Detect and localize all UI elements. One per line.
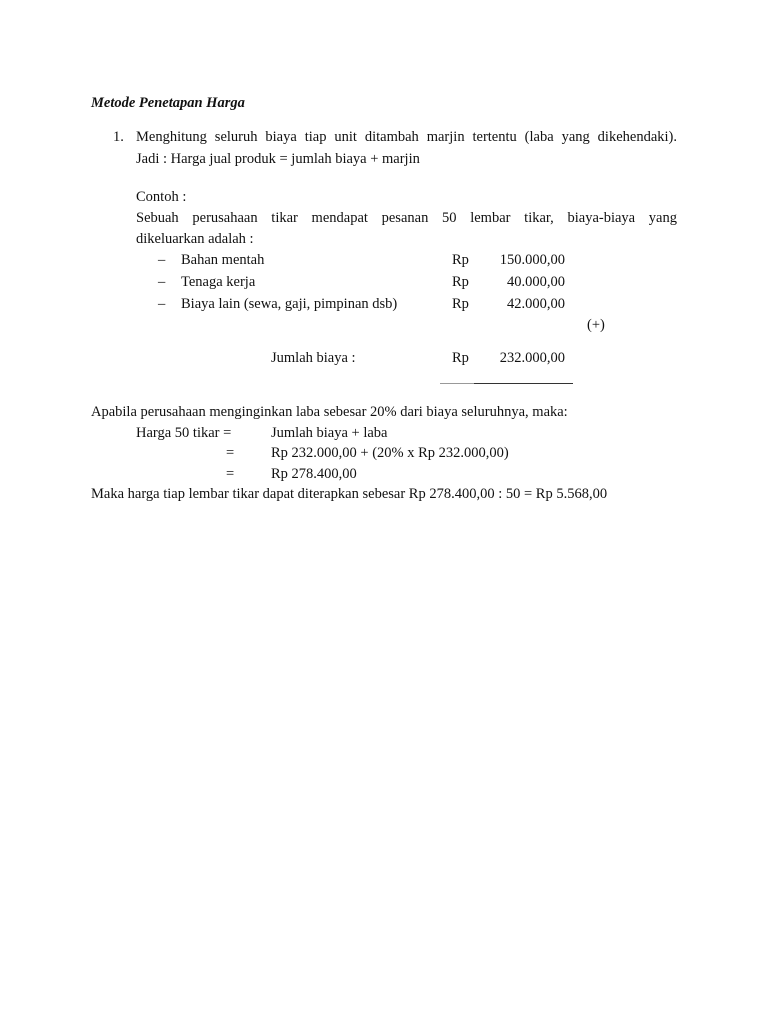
total-currency: Rp (452, 350, 469, 366)
item1-line2: Jadi : Harga jual produk = jumlah biaya + marjin (136, 151, 420, 167)
example-intro-line2: dikeluarkan adalah : (136, 231, 254, 247)
item1-line1: Menghitung seluruh biaya tiap unit ditambah marjin tertentu (laba yang dikehendaki). (136, 129, 677, 145)
profit-row-label: Harga 50 tikar = (136, 425, 232, 441)
cost-amount: 150.000,00 (499, 252, 565, 268)
profit-row-value: Rp 278.400,00 (271, 466, 357, 482)
underline-rule-light (440, 383, 474, 384)
cost-currency: Rp (452, 252, 469, 268)
cost-currency: Rp (452, 296, 469, 312)
profit-row-label: = (226, 445, 235, 461)
cost-amount: 42.000,00 (507, 296, 565, 312)
list-number: 1. (113, 129, 124, 145)
profit-intro: Apabila perusahaan menginginkan laba sebesar 20% dari biaya seluruhnya, maka: (91, 404, 568, 420)
total-amount: 232.000,00 (499, 350, 565, 366)
cost-label: Bahan mentah (181, 252, 265, 268)
profit-row-value: Jumlah biaya + laba (271, 425, 388, 441)
cost-currency: Rp (452, 274, 469, 290)
total-label: Jumlah biaya : (271, 350, 356, 366)
underline-rule (474, 383, 573, 384)
profit-row-label: = (226, 466, 235, 482)
profit-conclusion: Maka harga tiap lembar tikar dapat diterapkan sebesar Rp 278.400,00 : 50 = Rp 5.568,00 (91, 486, 608, 502)
document-title: Metode Penetapan Harga (91, 95, 245, 111)
bullet-dash: – (158, 296, 166, 312)
cost-label: Tenaga kerja (181, 274, 256, 290)
bullet-dash: – (158, 252, 166, 268)
example-label: Contoh : (136, 189, 187, 205)
bullet-dash: – (158, 274, 166, 290)
profit-row-value: Rp 232.000,00 + (20% x Rp 232.000,00) (271, 445, 509, 461)
cost-amount: 40.000,00 (507, 274, 565, 290)
example-intro-line1: Sebuah perusahaan tikar mendapat pesanan 50 lembar tikar, biaya-biaya yang (136, 210, 677, 226)
plus-sign: (+) (587, 317, 605, 333)
cost-label: Biaya lain (sewa, gaji, pimpinan dsb) (181, 296, 398, 312)
